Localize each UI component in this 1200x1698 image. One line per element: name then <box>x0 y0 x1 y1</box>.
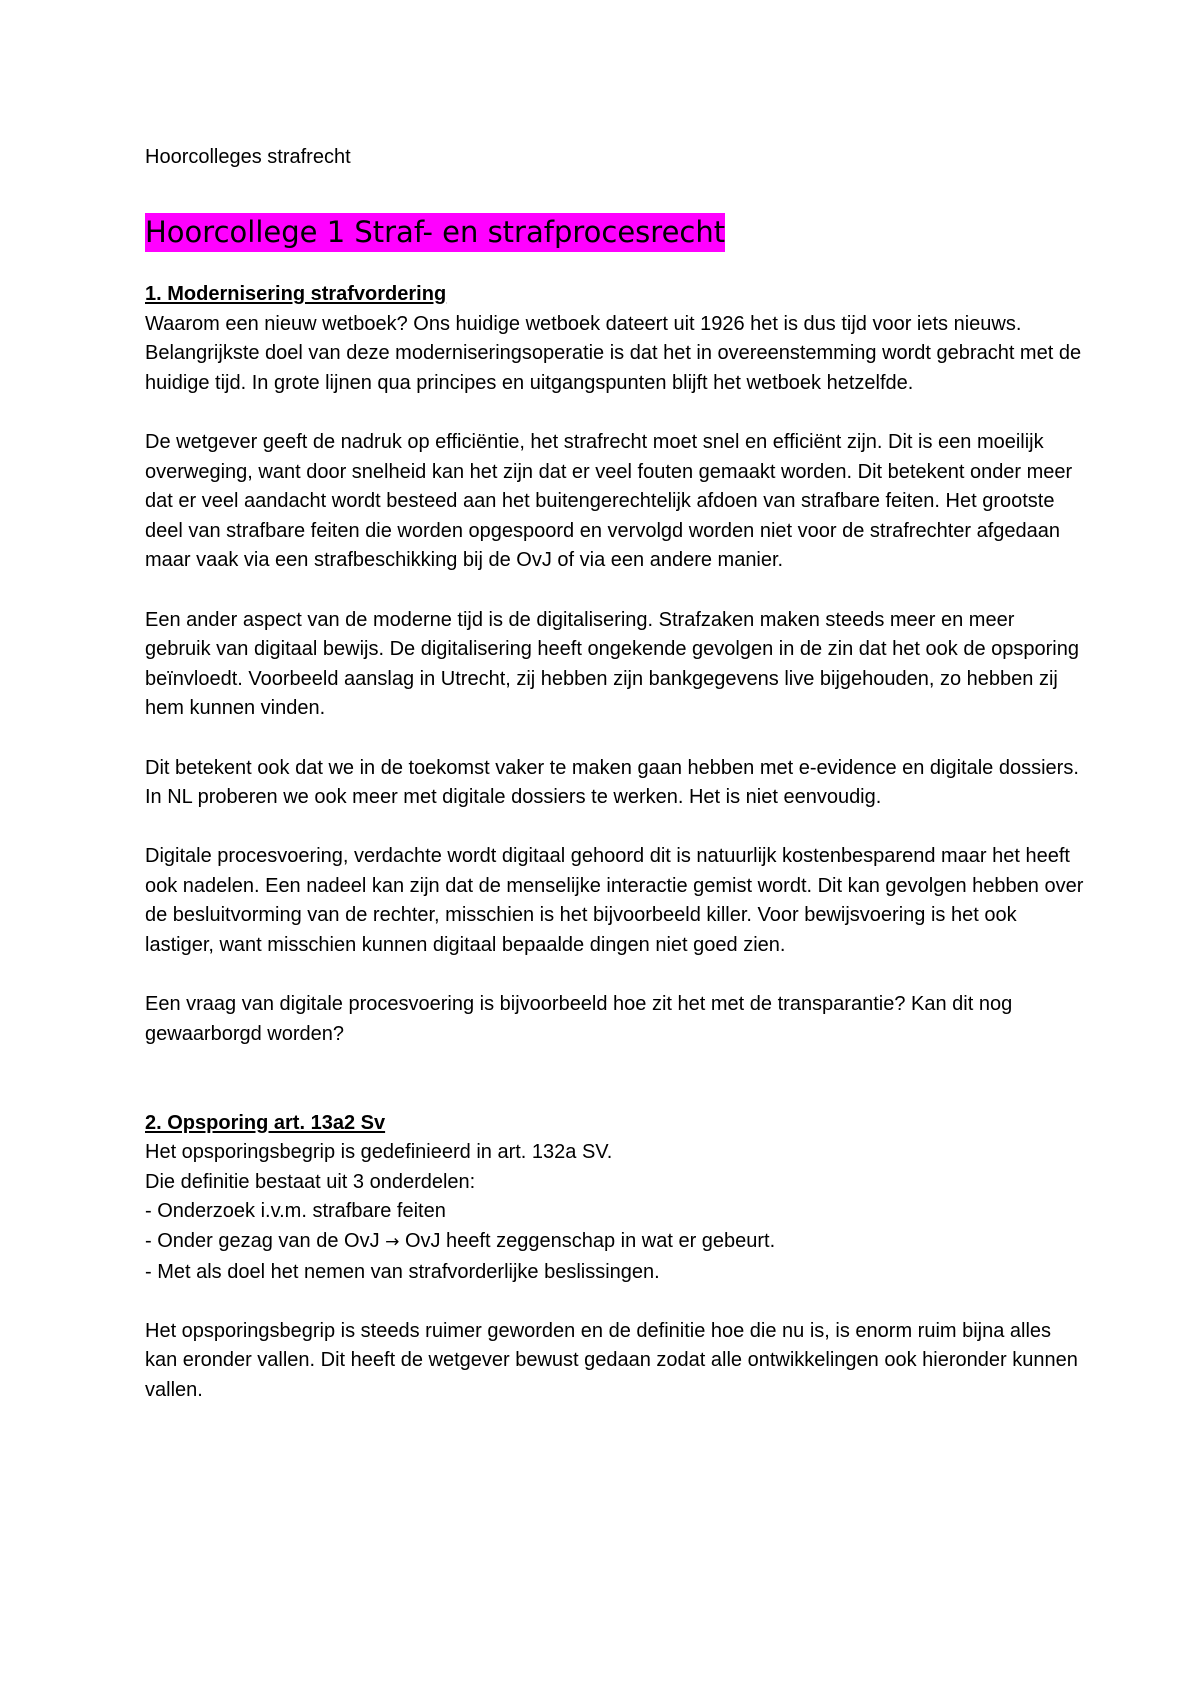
section-heading-modernisering: 1. Modernisering strafvordering <box>145 283 447 305</box>
blank-line <box>145 1287 1085 1317</box>
blank-line <box>145 1049 1085 1079</box>
paragraph: Waarom een nieuw wetboek? Ons huidige wetboek dateert uit 1926 het is dus tijd voor iets nieuws. Belangrijkste doel van deze moderniseringsoperatie is dat het in overeenstemming wordt gebracht met de huidige tijd. In grote lijnen qua principes en uitgangspunten blijft het wetboek hetzelfde. <box>145 312 1082 394</box>
list-item-text: - Onder gezag van de OvJ <box>145 1230 386 1252</box>
list-item: - Met als doel het nemen van strafvorderlijke beslissingen. <box>145 1260 660 1283</box>
list-item <box>145 1227 1085 1258</box>
paragraph: De wetgever geeft de nadruk op efficiëntie, het strafrecht moet snel en efficiënt zijn. Dit is een moeilijk overweging, want door snelheid kan het zijn dat er veel fouten gemaakt worden. Dit betekent onder meer dat er veel aandacht wordt besteed aan het buitengerechtelijk afdoen van strafbare feiten. Het grootste deel van strafbare feiten die worden opgespoord en vervolgd worden niet voor de strafrechter afgedaan maar vaak via een strafbeschikking bij de OvJ of via een andere manier. <box>145 430 1073 572</box>
paragraph: Digitale procesvoering, verdachte wordt digitaal gehoord dit is natuurlijk kostenbesparend maar het heeft ook nadelen. Een nadeel kan zijn dat de menselijke interactie gemist wordt. Dit kan gevolgen hebben over de besluitvorming van de rechter, misschien is het bijvoorbeeld killer. Voor bewijsvoering is het ook lastiger, want misschien kunnen digitaal bepaalde dingen niet goed zien. <box>145 845 1084 957</box>
document-body <box>145 142 1085 1406</box>
text-line: Het opsporingsbegrip is gedefinieerd in art. 132a SV. <box>145 1141 613 1164</box>
paragraph: Het opsporingsbegrip is steeds ruimer geworden en de definitie hoe die nu is, is enorm ruim bijna alles kan eronder vallen. Dit heeft de wetgever bewust gedaan zodat alle ontwikkelingen ook hieronder kunnen vallen. <box>145 1319 1078 1401</box>
document-title: Hoorcolleges strafrecht <box>145 146 351 168</box>
paragraph: Een vraag van digitale procesvoering is bijvoorbeeld hoe zit het met de transparantie? Kan dit nog gewaarborgd worden? <box>145 993 1013 1045</box>
blank-line <box>145 1079 1085 1109</box>
paragraph: Een ander aspect van de moderne tijd is de digitalisering. Strafzaken maken steeds meer en meer gebruik van digitaal bewijs. De digitalisering heeft ongekende gevolgen in de zin dat het ook de opsporing beïnvloedt. Voorbeeld aanslag in Utrecht, zij hebben zijn bankgegevens live bijgehouden, zo hebben zij hem kunnen vinden. <box>145 608 1079 720</box>
lecture-heading: Hoorcollege 1 Straf- en strafprocesrecht <box>145 213 725 252</box>
section-heading-opsporing: 2. Opsporing art. 13a2 Sv <box>145 1111 386 1134</box>
list-item: - Onderzoek i.v.m. strafbare feiten <box>145 1200 446 1223</box>
arrow-right-icon: → <box>385 1232 400 1252</box>
text-line: Die definitie bestaat uit 3 onderdelen: <box>145 1170 476 1193</box>
paragraph: Dit betekent ook dat we in de toekomst vaker te maken gaan hebben met e-evidence en digitale dossiers. In NL proberen we ook meer met digitale dossiers te werken. Het is niet eenvoudig. <box>145 756 1079 809</box>
lecture-heading-line <box>145 210 1085 258</box>
list-item-text: OvJ heeft zeggenschap in wat er gebeurt. <box>399 1230 776 1252</box>
